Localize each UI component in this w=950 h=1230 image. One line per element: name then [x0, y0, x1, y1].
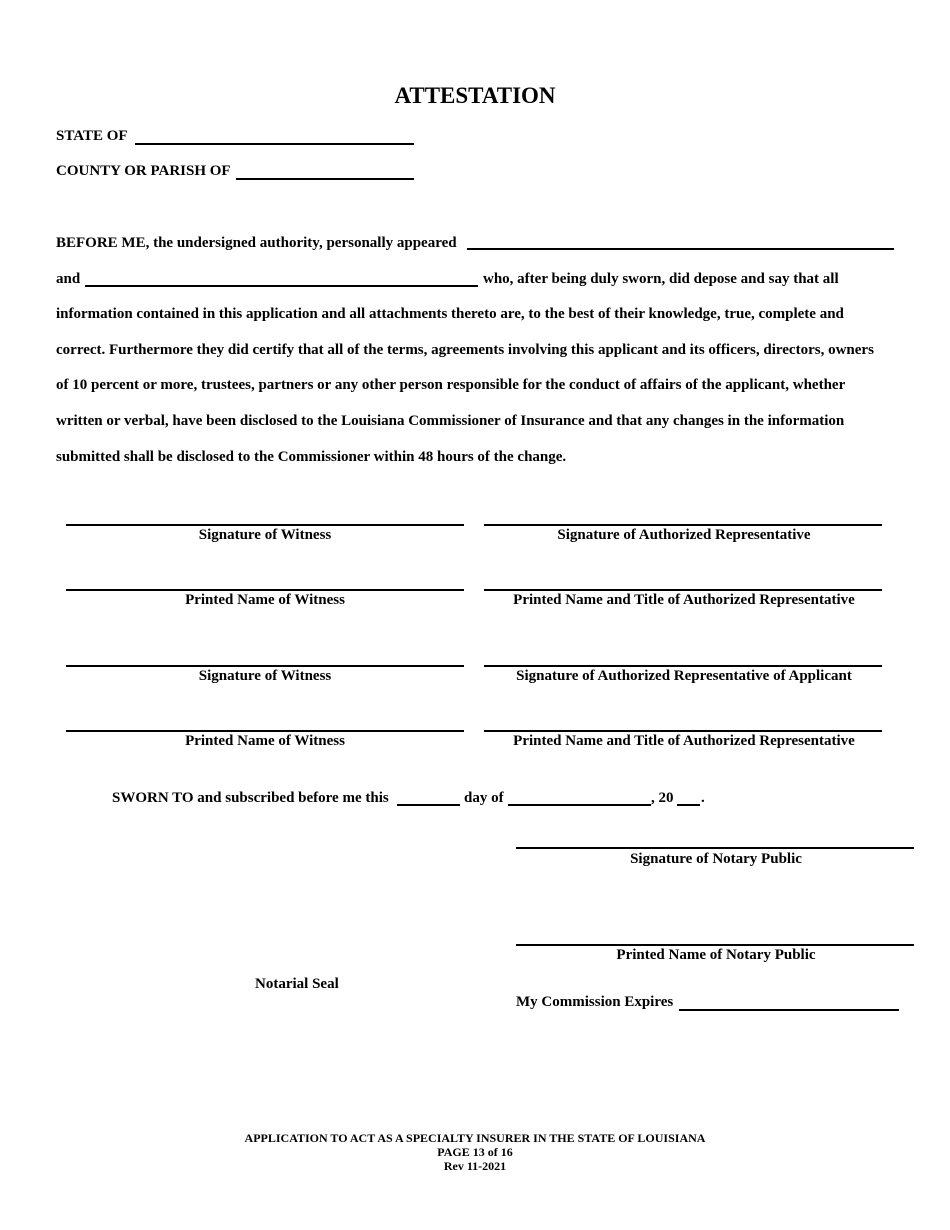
page-title: ATTESTATION [394, 83, 556, 108]
county-label: COUNTY OR PARISH OF [56, 163, 231, 179]
paragraph-line-4: correct. Furthermore they did certify that all of the terms, agreements involving this applicant and its officers, directors, owners [56, 342, 874, 358]
paragraph-line-3: information contained in this application and all attachments thereto are, to the best of their knowledge, true, complete and [56, 306, 844, 322]
paragraph-line-6: written or verbal, have been disclosed to the Louisiana Commissioner of Insurance and that any changes in the information [56, 413, 845, 429]
witness-name-line-2[interactable] [66, 730, 464, 732]
state-label: STATE OF [56, 128, 128, 144]
witness-signature-line-1[interactable] [66, 524, 464, 526]
commission-expires-label: My Commission Expires [516, 994, 674, 1010]
rep-name-line-2[interactable] [484, 730, 882, 732]
state-field[interactable] [135, 143, 414, 145]
sworn-text-3: , 20 [651, 790, 674, 806]
notary-name-line[interactable] [516, 944, 914, 946]
footer-page-number: PAGE 13 of 16 [437, 1145, 513, 1159]
footer-revision: Rev 11-2021 [443, 1159, 507, 1173]
second-name-field[interactable] [85, 285, 478, 287]
witness-name-label-2: Printed Name of Witness [185, 733, 345, 749]
notary-signature-line[interactable] [516, 847, 914, 849]
paragraph-line-5: of 10 percent or more, trustees, partners or any other person responsible for the conduct of affairs of the applicant, whether [56, 377, 846, 393]
witness-name-line-1[interactable] [66, 589, 464, 591]
witness-signature-label-1: Signature of Witness [198, 527, 332, 543]
witness-signature-label-2: Signature of Witness [198, 668, 332, 684]
notarial-seal-label: Notarial Seal [255, 976, 339, 992]
notary-signature-label: Signature of Notary Public [630, 851, 802, 867]
rep-signature-line-1[interactable] [484, 524, 882, 526]
sworn-year-field[interactable] [677, 804, 700, 806]
rep-name-line-1[interactable] [484, 589, 882, 591]
witness-signature-line-2[interactable] [66, 665, 464, 667]
appeared-name-field[interactable] [467, 248, 894, 250]
rep-signature-line-2[interactable] [484, 665, 882, 667]
rep-signature-label-1: Signature of Authorized Representative [557, 527, 811, 543]
rep-name-label-2: Printed Name and Title of Authorized Representative [513, 733, 855, 749]
and-label: and [56, 271, 81, 287]
rep-name-label-1: Printed Name and Title of Authorized Representative [513, 592, 855, 608]
paragraph-line-1: BEFORE ME, the undersigned authority, personally appeared [56, 235, 457, 251]
sworn-day-field[interactable] [397, 804, 460, 806]
county-field[interactable] [236, 178, 414, 180]
footer-title: APPLICATION TO ACT AS A SPECIALTY INSURER IN THE STATE OF LOUISIANA [244, 1131, 706, 1145]
sworn-month-field[interactable] [508, 804, 651, 806]
sworn-text-2: day of [464, 790, 504, 806]
sworn-text-4: . [701, 790, 705, 806]
notary-name-label: Printed Name of Notary Public [616, 947, 816, 963]
sworn-text-1: SWORN TO and subscribed before me this [112, 790, 389, 806]
rep-signature-label-2: Signature of Authorized Representative of Applicant [516, 668, 852, 684]
paragraph-line-7: submitted shall be disclosed to the Commissioner within 48 hours of the change. [56, 449, 567, 465]
commission-expires-field[interactable] [679, 1009, 899, 1011]
paragraph-line-2: who, after being duly sworn, did depose and say that all [483, 271, 839, 287]
witness-name-label-1: Printed Name of Witness [185, 592, 345, 608]
